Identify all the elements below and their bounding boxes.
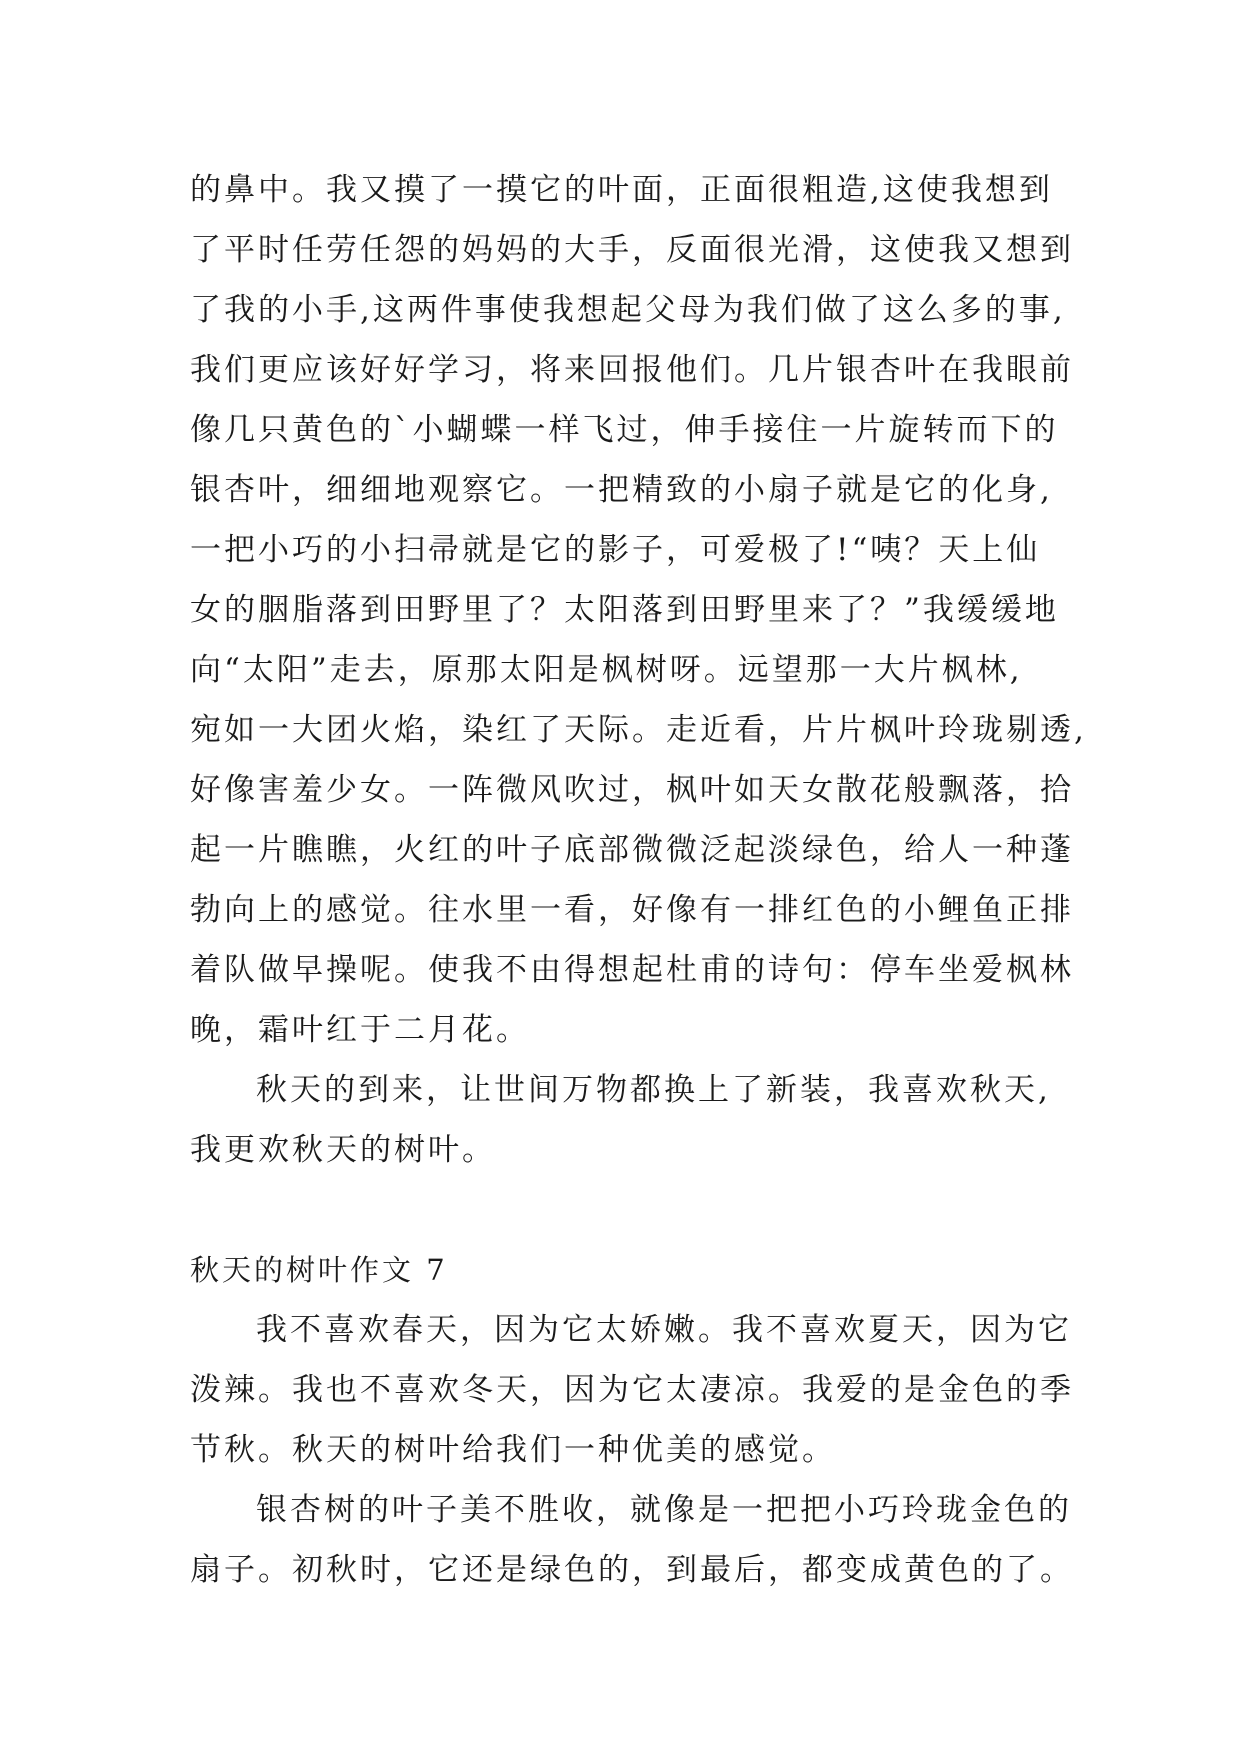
section-spacer — [190, 1180, 1060, 1240]
text-line: 扇子。初秋时，它还是绿色的，到最后，都变成黄色的了。 — [190, 1552, 1074, 1588]
text-line: 像几只黄色的`小蝴蝶一样飞过，伸手接住一片旋转而下的 — [190, 412, 1059, 448]
text-line: 我更欢秋天的树叶。 — [190, 1132, 496, 1168]
text-line: 秋天的到来，让世间万物都换上了新装，我喜欢秋天, — [256, 1072, 1051, 1108]
text-line: 节秋。秋天的树叶给我们一种优美的感觉。 — [190, 1432, 836, 1468]
text-line: 晚，霜叶红于二月花。 — [190, 1012, 530, 1048]
text-line: 好像害羞少女。一阵微风吹过，枫叶如天女散花般飘落，拾 — [190, 772, 1074, 808]
text-line: 勃向上的感觉。往水里一看，好像有一排红色的小鲤鱼正排 — [190, 892, 1074, 928]
text-line: 向“太阳”走去，原那太阳是枫树呀。远望那一大片枫林, — [190, 652, 1023, 688]
text-line: 了我的小手,这两件事使我想起父母为我们做了这么多的事, — [190, 292, 1066, 328]
text-line: 着队做早操呢。使我不由得想起杜甫的诗句：停车坐爱枫林 — [190, 952, 1074, 988]
text-line: 银杏树的叶子美不胜收，就像是一把把小巧玲珑金色的 — [256, 1492, 1072, 1528]
paragraph-3 — [190, 1300, 1074, 1480]
text-line: 我不喜欢春天，因为它太娇嫩。我不喜欢夏天，因为它 — [256, 1312, 1072, 1348]
text-line: 一把小巧的小扫帚就是它的影子，可爱极了!“咦？天上仙 — [190, 532, 1041, 568]
text-line: 起一片瞧瞧，火红的叶子底部微微泛起淡绿色，给人一种蓬 — [190, 832, 1074, 868]
text-line: 女的胭脂落到田野里了？太阳落到田野里来了？”我缓缓地 — [190, 592, 1059, 628]
text-line: 宛如一大团火焰，染红了天际。走近看，片片枫叶玲珑剔透, — [190, 712, 1087, 748]
document-body — [190, 160, 1087, 1600]
paragraph-2 — [190, 1060, 1060, 1180]
text-line: 的鼻中。我又摸了一摸它的叶面，正面很粗造,这使我想到 — [190, 172, 1053, 208]
text-line: 泼辣。我也不喜欢冬天，因为它太凄凉。我爱的是金色的季 — [190, 1372, 1074, 1408]
paragraph-1 — [190, 160, 1087, 1060]
paragraph-4 — [190, 1480, 1074, 1600]
text-line: 银杏叶，细细地观察它。一把精致的小扇子就是它的化身, — [190, 472, 1053, 508]
text-line: 我们更应该好好学习，将来回报他们。几片银杏叶在我眼前 — [190, 352, 1074, 388]
text-line: 了平时任劳任怨的妈妈的大手，反面很光滑，这使我又想到 — [190, 232, 1074, 268]
section-heading: 秋天的树叶作文 7 — [190, 1253, 448, 1287]
